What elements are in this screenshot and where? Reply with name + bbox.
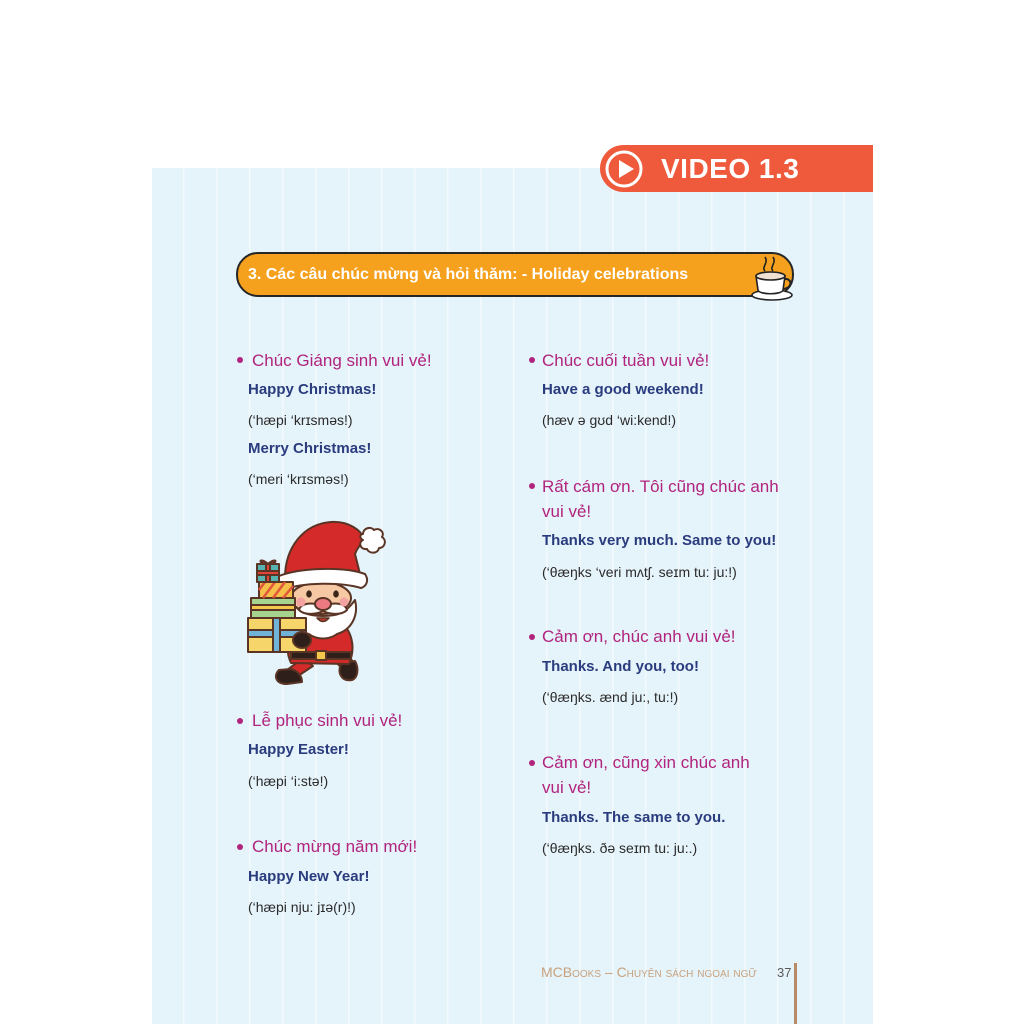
page-number: 37 bbox=[777, 965, 792, 980]
coffee-cup-icon bbox=[750, 252, 794, 302]
english-phrase: Happy Christmas! bbox=[248, 381, 377, 398]
english-phrase: Thanks. And you, too! bbox=[542, 658, 699, 675]
ipa-transcription: (‘θæŋks. ænd ju:, tu:!) bbox=[542, 689, 679, 705]
vietnamese-phrase: Chúc mừng năm mới! bbox=[252, 837, 418, 856]
play-icon bbox=[604, 149, 644, 189]
ipa-transcription: (‘θæŋks. ðə seɪm tu: ju:.) bbox=[542, 840, 698, 856]
english-phrase: Thanks. The same to you. bbox=[542, 809, 726, 826]
ipa-transcription: (‘θæŋks ‘veri mʌtʃ. seɪm tu: ju:!) bbox=[542, 564, 737, 580]
vietnamese-phrase: Rất cám ơn. Tôi cũng chúc anh vui vẻ! bbox=[542, 477, 779, 521]
bullet-icon bbox=[529, 760, 535, 766]
ipa-transcription: (‘hæpi ‘krɪsməs!) bbox=[248, 412, 353, 428]
video-banner[interactable] bbox=[600, 145, 873, 192]
vietnamese-phrase: Chúc cuối tuần vui vẻ! bbox=[542, 351, 710, 370]
ipa-transcription: (‘hæpi ‘i:stə!) bbox=[248, 773, 329, 789]
bullet-icon bbox=[237, 844, 243, 850]
english-phrase: Merry Christmas! bbox=[248, 440, 372, 457]
ipa-transcription: (hæv ə gʊd ‘wi:kend!) bbox=[542, 412, 677, 428]
vietnamese-phrase: Cảm ơn, chúc anh vui vẻ! bbox=[542, 627, 736, 646]
bullet-icon bbox=[237, 357, 243, 363]
english-phrase: Thanks very much. Same to you! bbox=[542, 532, 777, 549]
bullet-icon bbox=[237, 718, 243, 724]
english-phrase: Have a good weekend! bbox=[542, 381, 704, 398]
video-label: VIDEO 1.3 bbox=[661, 153, 800, 184]
santa-claus-illustration bbox=[245, 518, 390, 685]
section-title: 3. Các câu chúc mừng và hỏi thăm: - Holiday celebrations bbox=[248, 266, 689, 283]
bullet-icon bbox=[529, 634, 535, 640]
section-header bbox=[236, 252, 794, 297]
bullet-icon bbox=[529, 483, 535, 489]
publisher-footer: MCBooks – Chuyên sách ngoại ngữ bbox=[541, 964, 757, 980]
english-phrase: Happy New Year! bbox=[248, 868, 370, 885]
ipa-transcription: (‘hæpi nju: jɪə(r)!) bbox=[248, 899, 356, 915]
vietnamese-phrase: Lễ phục sinh vui vẻ! bbox=[252, 711, 403, 730]
bullet-icon bbox=[529, 357, 535, 363]
footer-divider bbox=[794, 963, 797, 1024]
english-phrase: Happy Easter! bbox=[248, 741, 349, 758]
vietnamese-phrase: Cảm ơn, cũng xin chúc anh vui vẻ! bbox=[542, 753, 750, 797]
ipa-transcription: (‘meri ‘krɪsməs!) bbox=[248, 471, 349, 487]
vietnamese-phrase: Chúc Giáng sinh vui vẻ! bbox=[252, 351, 432, 370]
